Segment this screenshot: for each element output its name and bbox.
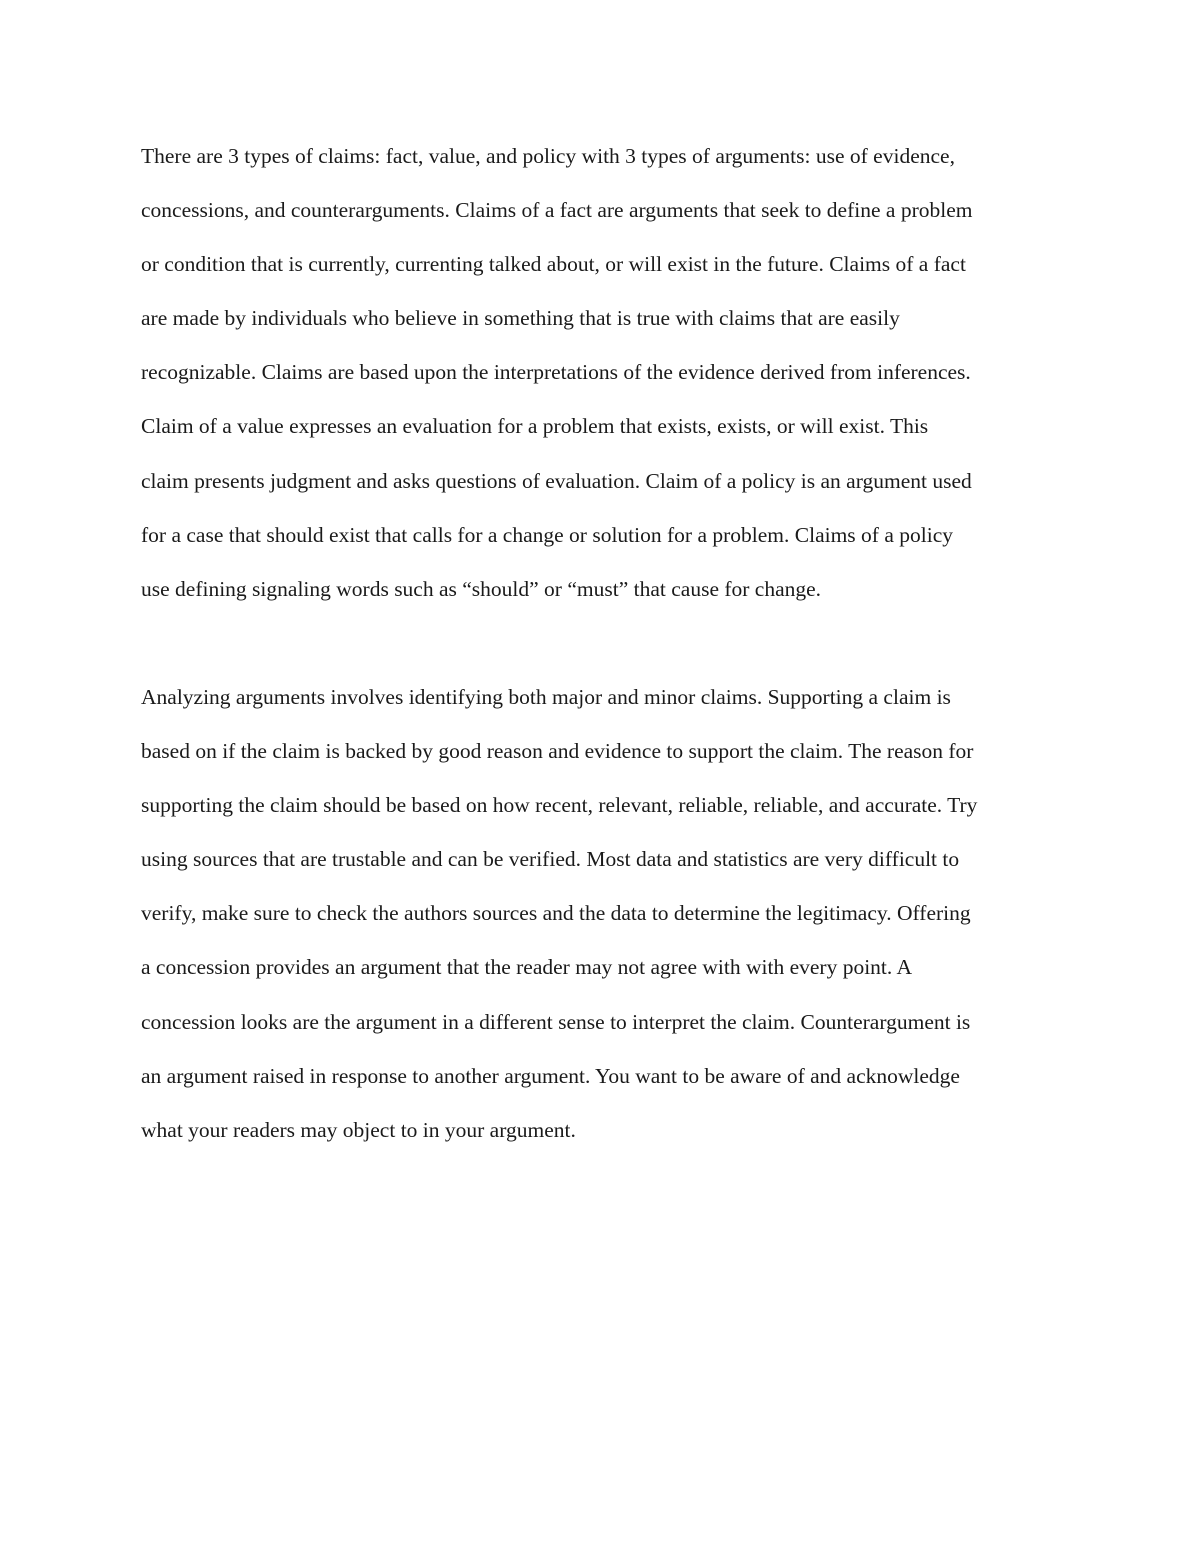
text-line: Analyzing arguments involves identifying both major and minor claims. Supporting a claim is xyxy=(141,684,951,709)
text-line: based on if the claim is backed by good reason and evidence to support the claim. The reason for xyxy=(141,739,974,764)
text-line: concession looks are the argument in a different sense to interpret the claim. Counterargument is xyxy=(141,1009,971,1034)
paragraph-analyzing-arguments xyxy=(141,670,1061,1157)
text-line: supporting the claim should be based on how recent, relevant, reliable, reliable, and accurate. Try xyxy=(141,793,978,818)
text-line: an argument raised in response to another argument. You want to be aware of and acknowledge xyxy=(141,1063,960,1088)
text-line: recognizable. Claims are based upon the interpretations of the evidence derived from inferences. xyxy=(141,360,971,385)
text-line: what your readers may object to in your argument. xyxy=(141,1117,576,1142)
text-line: Claim of a value expresses an evaluation for a problem that exists, exists, or will exist. This xyxy=(141,414,929,439)
text-line: There are 3 types of claims: fact, value, and policy with 3 types of arguments: use of evidence, xyxy=(141,144,955,168)
text-line: for a case that should exist that calls for a change or solution for a problem. Claims of a policy xyxy=(141,522,953,547)
text-line: using sources that are trustable and can be verified. Most data and statistics are very difficult to xyxy=(141,847,960,872)
text-line: a concession provides an argument that the reader may not agree with with every point. A xyxy=(141,955,912,980)
text-line: or condition that is currently, currenting talked about, or will exist in the future. Claims of a fact xyxy=(141,252,966,277)
text-line: use defining signaling words such as “should” or “must” that cause for change. xyxy=(141,576,822,601)
text-line: concessions, and counterarguments. Claims of a fact are arguments that seek to define a problem xyxy=(141,198,973,223)
document-body xyxy=(141,129,1061,1211)
text-line: claim presents judgment and asks questions of evaluation. Claim of a policy is an argument used xyxy=(141,468,972,493)
text-line: are made by individuals who believe in something that is true with claims that are easily xyxy=(141,306,900,331)
text-line: verify, make sure to check the authors sources and the data to determine the legitimacy. Offering xyxy=(141,901,971,926)
paragraph-claim-types xyxy=(141,129,1061,616)
